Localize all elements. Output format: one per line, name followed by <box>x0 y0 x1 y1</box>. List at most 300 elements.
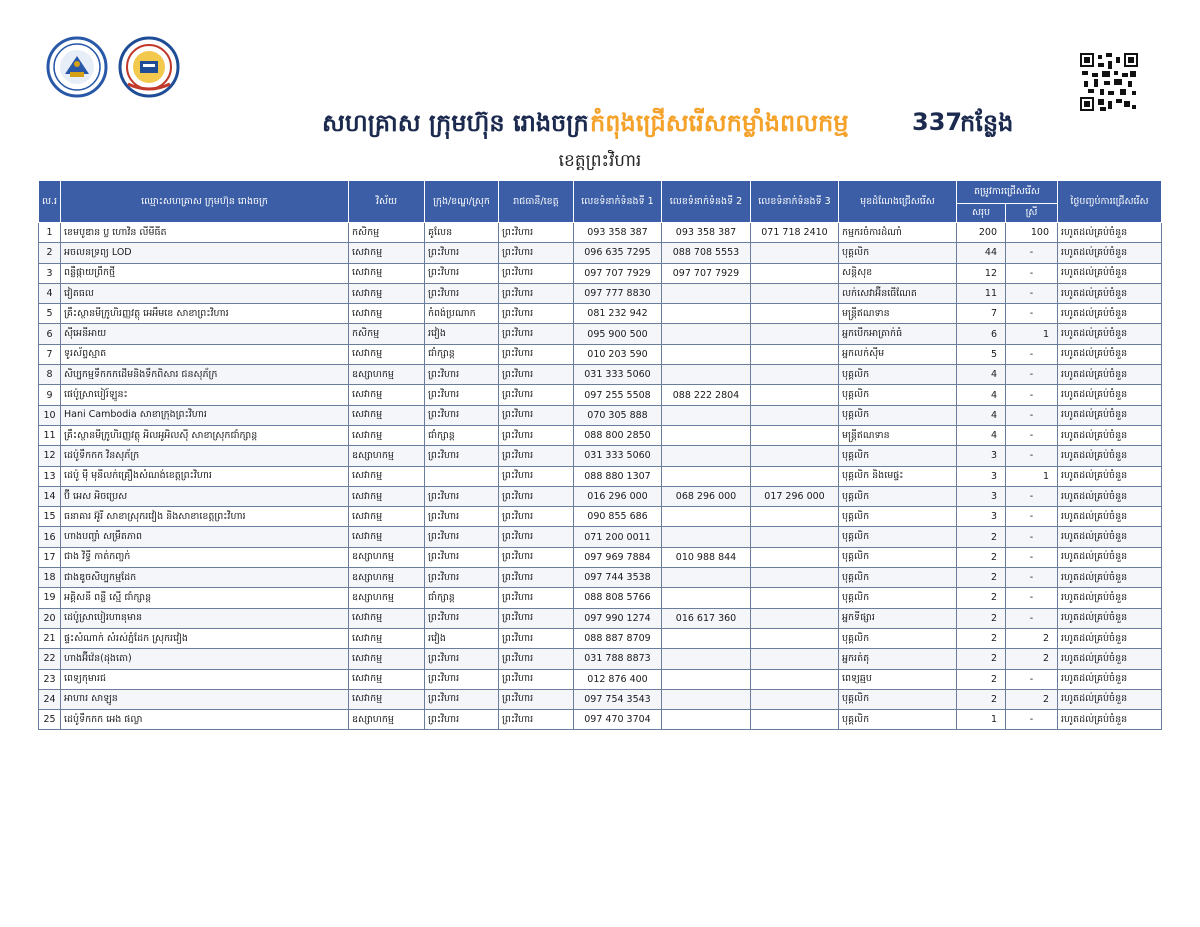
cell-position: បុគ្គលិក <box>839 568 957 588</box>
cell-sector: សេវាកម្ម <box>349 425 425 445</box>
col-header-phone2: លេខទំនាក់ទំនងទី 2 <box>662 181 751 223</box>
cell-total: 4 <box>957 385 1006 405</box>
cell-deadline: រហូតដល់គ្រប់ចំនួន <box>1058 689 1162 709</box>
cell-district: ព្រះវិហារ <box>425 669 499 689</box>
cell-position: អ្នករត់តុ <box>839 649 957 669</box>
cell-total: 12 <box>957 263 1006 283</box>
cell-district: ព្រះវិហារ <box>425 710 499 730</box>
cell-phone1: 071 200 0011 <box>574 527 662 547</box>
cell-female: 2 <box>1006 628 1058 648</box>
cell-position: អ្នកបើកអាត្រាក់ធំ <box>839 324 957 344</box>
table-row <box>39 425 1162 445</box>
cell-province: ព្រះវិហារ <box>499 689 574 709</box>
table-row <box>39 547 1162 567</box>
cell-no: 21 <box>39 628 61 648</box>
cell-female: 1 <box>1006 324 1058 344</box>
cell-total: 200 <box>957 223 1006 243</box>
qr-code-icon[interactable] <box>1080 53 1138 111</box>
cell-female: - <box>1006 263 1058 283</box>
cell-phone2 <box>662 588 751 608</box>
cell-province: ព្រះវិហារ <box>499 507 574 527</box>
col-header-province: រាជធានី/ខេត្ត <box>499 181 574 223</box>
table-row <box>39 263 1162 283</box>
table-row <box>39 446 1162 466</box>
cell-deadline: រហូតដល់គ្រប់ចំនួន <box>1058 466 1162 486</box>
col-header-need-group: តម្រូវការជ្រើសរើស <box>957 181 1058 204</box>
title-vacancy-unit: កន្លែង <box>960 109 1014 137</box>
table-row <box>39 283 1162 303</box>
cell-phone2 <box>662 405 751 425</box>
header-logos <box>46 36 180 98</box>
cell-phone1: 031 788 8873 <box>574 649 662 669</box>
cell-position: បុគ្គលិក <box>839 507 957 527</box>
cell-female: - <box>1006 243 1058 263</box>
cell-female: - <box>1006 283 1058 303</box>
cell-deadline: រហូតដល់គ្រប់ចំនួន <box>1058 344 1162 364</box>
cell-name: ពេទ្យកុមារជ <box>61 669 349 689</box>
cell-no: 6 <box>39 324 61 344</box>
col-header-district: ក្រុង/ខណ្ឌ/ស្រុក <box>425 181 499 223</box>
cell-sector: សេវាកម្ម <box>349 527 425 547</box>
cell-phone2 <box>662 304 751 324</box>
cell-phone2 <box>662 669 751 689</box>
col-header-phone1: លេខទំនាក់ទំនងទី 1 <box>574 181 662 223</box>
cell-district <box>425 466 499 486</box>
cell-phone1: 090 855 686 <box>574 507 662 527</box>
cell-province: ព្រះវិហារ <box>499 649 574 669</box>
cell-no: 8 <box>39 365 61 385</box>
cell-phone1: 088 880 1307 <box>574 466 662 486</box>
cell-phone2: 097 707 7929 <box>662 263 751 283</box>
cell-phone2 <box>662 649 751 669</box>
cell-sector: សេវាកម្ម <box>349 486 425 506</box>
ministry-seal-logo <box>46 36 108 98</box>
cell-sector: សេវាកម្ម <box>349 507 425 527</box>
cell-district: ជាំក្សាន្ត <box>425 588 499 608</box>
cell-female: - <box>1006 446 1058 466</box>
cell-district: ព្រះវិហារ <box>425 486 499 506</box>
cell-phone1: 016 296 000 <box>574 486 662 506</box>
cell-phone2 <box>662 365 751 385</box>
col-header-sector: វិស័យ <box>349 181 425 223</box>
cell-phone1: 097 255 5508 <box>574 385 662 405</box>
cell-total: 11 <box>957 283 1006 303</box>
cell-total: 2 <box>957 689 1006 709</box>
cell-name: អចលនទ្រព្យ LOD <box>61 243 349 263</box>
cell-district: ព្រះវិហារ <box>425 405 499 425</box>
cell-female: - <box>1006 344 1058 364</box>
cell-no: 15 <box>39 507 61 527</box>
title-vacancy-count: 337 <box>912 108 963 136</box>
cell-female: 1 <box>1006 466 1058 486</box>
cell-phone1: 010 203 590 <box>574 344 662 364</box>
cell-total: 2 <box>957 649 1006 669</box>
cell-phone1: 031 333 5060 <box>574 446 662 466</box>
cell-position: បុគ្គលិក <box>839 243 957 263</box>
cell-deadline: រហូតដល់គ្រប់ចំនួន <box>1058 568 1162 588</box>
cell-district: ព្រះវិហារ <box>425 507 499 527</box>
cell-phone1: 088 800 2850 <box>574 425 662 445</box>
cell-female: - <box>1006 304 1058 324</box>
cell-deadline: រហូតដល់គ្រប់ចំនួន <box>1058 710 1162 730</box>
cell-name: ពន្លឺផ្កាយព្រឹកថ្មី <box>61 263 349 283</box>
cell-deadline: រហូតដល់គ្រប់ចំនួន <box>1058 283 1162 303</box>
cell-no: 20 <box>39 608 61 628</box>
cell-position: បុគ្គលិក <box>839 365 957 385</box>
col-header-female: ស្រី <box>1006 204 1058 223</box>
cell-sector: សេវាកម្ម <box>349 385 425 405</box>
cell-phone1: 095 900 500 <box>574 324 662 344</box>
cell-deadline: រហូតដល់គ្រប់ចំនួន <box>1058 608 1162 628</box>
cell-deadline: រហូតដល់គ្រប់ចំនួន <box>1058 243 1162 263</box>
cell-total: 3 <box>957 486 1006 506</box>
cell-district: ជាំក្សាន្ត <box>425 344 499 364</box>
cell-no: 24 <box>39 689 61 709</box>
cell-province: ព្រះវិហារ <box>499 608 574 628</box>
cell-name: ហាងបញ្ចាំ សម្រឹតភាព <box>61 527 349 547</box>
cell-position: បុគ្គលិក <box>839 527 957 547</box>
cell-phone3 <box>751 365 839 385</box>
cell-name: ដេប៉ូស្រាបៀរហានុមាន <box>61 608 349 628</box>
cell-deadline: រហូតដល់គ្រប់ចំនួន <box>1058 223 1162 243</box>
cell-phone3 <box>751 385 839 405</box>
cell-sector: សេវាកម្ម <box>349 669 425 689</box>
cell-deadline: រហូតដល់គ្រប់ចំនួន <box>1058 547 1162 567</box>
cell-phone3 <box>751 243 839 263</box>
cell-no: 18 <box>39 568 61 588</box>
cell-sector: សេវាកម្ម <box>349 689 425 709</box>
cell-district: ព្រះវិហារ <box>425 649 499 669</box>
cell-name: ផ្ទះសំណាក់ សំរស់ភ្នំដែក ស្រុករវៀង <box>61 628 349 648</box>
cell-province: ព្រះវិហារ <box>499 527 574 547</box>
table-row <box>39 568 1162 588</box>
cell-position: អ្នកលក់ស៊ីម <box>839 344 957 364</box>
cell-name: វៀតធល <box>61 283 349 303</box>
cell-province: ព្រះវិហារ <box>499 628 574 648</box>
cell-sector: សេវាកម្ម <box>349 466 425 486</box>
cell-no: 13 <box>39 466 61 486</box>
cell-no: 12 <box>39 446 61 466</box>
cell-phone3 <box>751 324 839 344</box>
cell-province: ព្រះវិហារ <box>499 324 574 344</box>
cell-total: 3 <box>957 507 1006 527</box>
cell-female: - <box>1006 405 1058 425</box>
table-row <box>39 466 1162 486</box>
cell-deadline: រហូតដល់គ្រប់ចំនួន <box>1058 385 1162 405</box>
cell-female: - <box>1006 669 1058 689</box>
cell-name: ទូរស័ព្ទស្មាត <box>61 344 349 364</box>
cell-name: ខេមបូឌាន ប្ល ហោវិន លីមីធីត <box>61 223 349 243</box>
cell-phone2 <box>662 466 751 486</box>
cell-phone2: 010 988 844 <box>662 547 751 567</box>
cell-position: ពេទ្យឆ្មប <box>839 669 957 689</box>
cell-phone2 <box>662 283 751 303</box>
cell-position: បុគ្គលិក <box>839 385 957 405</box>
cell-total: 2 <box>957 527 1006 547</box>
cell-no: 5 <box>39 304 61 324</box>
table-row <box>39 710 1162 730</box>
cell-sector: ឧស្សាហកម្ម <box>349 446 425 466</box>
cell-no: 1 <box>39 223 61 243</box>
cell-phone3 <box>751 507 839 527</box>
cell-position: បុគ្គលិក <box>839 689 957 709</box>
cell-sector: សេវាកម្ម <box>349 649 425 669</box>
cell-total: 2 <box>957 568 1006 588</box>
cell-phone3: 071 718 2410 <box>751 223 839 243</box>
col-header-phone3: លេខទំនាក់ទំនងទី 3 <box>751 181 839 223</box>
cell-phone2: 088 708 5553 <box>662 243 751 263</box>
cell-phone2 <box>662 507 751 527</box>
table-row <box>39 669 1162 689</box>
cell-phone1: 097 707 7929 <box>574 263 662 283</box>
cell-phone1: 088 808 5766 <box>574 588 662 608</box>
cell-sector: សេវាកម្ម <box>349 263 425 283</box>
cell-province: ព្រះវិហារ <box>499 385 574 405</box>
cell-phone1: 093 358 387 <box>574 223 662 243</box>
cell-deadline: រហូតដល់គ្រប់ចំនួន <box>1058 365 1162 385</box>
cell-province: ព្រះវិហារ <box>499 710 574 730</box>
cell-name: គ្រឹះស្ថានមីក្រូហិរញ្ញវត្ថុ អិលអូអិលស៊ី សាខាស្រុកជាំក្សាន្ត <box>61 425 349 445</box>
cell-no: 25 <box>39 710 61 730</box>
cell-phone3 <box>751 628 839 648</box>
cell-total: 1 <box>957 710 1006 730</box>
cell-sector: សេវាកម្ម <box>349 344 425 364</box>
cell-phone1: 081 232 942 <box>574 304 662 324</box>
cell-female: - <box>1006 547 1058 567</box>
cell-deadline: រហូតដល់គ្រប់ចំនួន <box>1058 425 1162 445</box>
cell-phone2 <box>662 628 751 648</box>
cell-no: 7 <box>39 344 61 364</box>
cell-female: - <box>1006 588 1058 608</box>
cell-phone3 <box>751 588 839 608</box>
cell-position: បុគ្គលិក <box>839 405 957 425</box>
cell-phone2 <box>662 527 751 547</box>
cell-phone1: 097 470 3704 <box>574 710 662 730</box>
cell-deadline: រហូតដល់គ្រប់ចំនួន <box>1058 263 1162 283</box>
cell-no: 14 <box>39 486 61 506</box>
cell-deadline: រហូតដល់គ្រប់ចំនួន <box>1058 507 1162 527</box>
table-row <box>39 628 1162 648</box>
cell-district: ព្រះវិហារ <box>425 243 499 263</box>
cell-phone3 <box>751 669 839 689</box>
nea-seal-logo <box>118 36 180 98</box>
cell-phone3 <box>751 710 839 730</box>
cell-female: - <box>1006 710 1058 730</box>
cell-female: - <box>1006 568 1058 588</box>
page-title <box>0 104 1200 144</box>
cell-no: 3 <box>39 263 61 283</box>
cell-total: 2 <box>957 669 1006 689</box>
cell-position: អ្នកទីផ្សារ <box>839 608 957 628</box>
cell-position: បុគ្គលិក <box>839 486 957 506</box>
cell-phone2: 068 296 000 <box>662 486 751 506</box>
cell-phone3 <box>751 466 839 486</box>
cell-name: Hani Cambodia សាខាក្រុងព្រះវិហារ <box>61 405 349 425</box>
title-recruiting: កំពុងជ្រើសរើសកម្លាំងពលកម្ម <box>590 109 849 137</box>
cell-district: រវៀង <box>425 628 499 648</box>
cell-total: 4 <box>957 365 1006 385</box>
cell-position: កម្មករចំការដំណាំ <box>839 223 957 243</box>
cell-no: 2 <box>39 243 61 263</box>
cell-phone3 <box>751 425 839 445</box>
cell-phone2 <box>662 324 751 344</box>
title-enterprises: សហគ្រាស ក្រុមហ៊ុន រោងចក្រ <box>322 109 589 137</box>
cell-name: ដេប៉ូទឹកកក វិនសុភ័ក្រ <box>61 446 349 466</box>
table-row <box>39 324 1162 344</box>
cell-female: 2 <box>1006 649 1058 669</box>
col-header-position: មុខដំណែងជ្រើសរើស <box>839 181 957 223</box>
table-row <box>39 385 1162 405</box>
table-row <box>39 608 1162 628</box>
cell-female: 2 <box>1006 689 1058 709</box>
cell-deadline: រហូតដល់គ្រប់ចំនួន <box>1058 324 1162 344</box>
cell-no: 17 <box>39 547 61 567</box>
cell-position: មន្ត្រីឥណទាន <box>839 304 957 324</box>
cell-no: 16 <box>39 527 61 547</box>
cell-position: មន្ត្រីឥណទាន <box>839 425 957 445</box>
cell-district: ព្រះវិហារ <box>425 547 499 567</box>
cell-district: ព្រះវិហារ <box>425 568 499 588</box>
cell-district: ព្រះវិហារ <box>425 283 499 303</box>
cell-deadline: រហូតដល់គ្រប់ចំនួន <box>1058 649 1162 669</box>
cell-deadline: រហូតដល់គ្រប់ចំនួន <box>1058 588 1162 608</box>
col-header-no: ល.រ <box>39 181 61 223</box>
cell-province: ព្រះវិហារ <box>499 568 574 588</box>
cell-name: ដេប៉ូ មុី មុនីលក់គ្រឿងសំណង់ខេត្តព្រះវិហារ <box>61 466 349 486</box>
cell-district: គូលែន <box>425 223 499 243</box>
cell-total: 3 <box>957 466 1006 486</box>
table-row <box>39 304 1162 324</box>
cell-name: ជាងឌូចសិប្បកម្មដែក <box>61 568 349 588</box>
col-header-name: ឈ្មោះសហគ្រាស ក្រុមហ៊ុន រោងចក្រ <box>61 181 349 223</box>
cell-province: ព្រះវិហារ <box>499 547 574 567</box>
cell-name: ប៊ី អេស អិចប្រេស <box>61 486 349 506</box>
cell-phone2 <box>662 710 751 730</box>
cell-total: 2 <box>957 547 1006 567</box>
cell-female: - <box>1006 425 1058 445</box>
cell-phone1: 088 887 8709 <box>574 628 662 648</box>
col-header-total: សរុប <box>957 204 1006 223</box>
cell-position: លក់សេវាអ៊ីនធើណែត <box>839 283 957 303</box>
cell-phone3 <box>751 446 839 466</box>
table-row <box>39 223 1162 243</box>
cell-sector: ឧស្សាហកម្ម <box>349 547 425 567</box>
cell-district: ព្រះវិហារ <box>425 365 499 385</box>
cell-phone3 <box>751 405 839 425</box>
cell-total: 2 <box>957 608 1006 628</box>
cell-name: ជាង វិទ្ធី កាត់កញ្ចក់ <box>61 547 349 567</box>
cell-phone2 <box>662 344 751 364</box>
cell-phone1: 070 305 888 <box>574 405 662 425</box>
cell-total: 4 <box>957 405 1006 425</box>
cell-name: អគ្គិសនី ពន្លឺ ស្មើ ជាំក្សាន្ត <box>61 588 349 608</box>
cell-position: បុគ្គលិក <box>839 446 957 466</box>
cell-district: ព្រះវិហារ <box>425 263 499 283</box>
cell-province: ព្រះវិហារ <box>499 304 574 324</box>
cell-phone3 <box>751 283 839 303</box>
cell-phone2: 016 617 360 <box>662 608 751 628</box>
table-row <box>39 588 1162 608</box>
table-row <box>39 507 1162 527</box>
cell-total: 3 <box>957 446 1006 466</box>
cell-deadline: រហូតដល់គ្រប់ចំនួន <box>1058 527 1162 547</box>
cell-phone3 <box>751 344 839 364</box>
cell-phone1: 031 333 5060 <box>574 365 662 385</box>
cell-deadline: រហូតដល់គ្រប់ចំនួន <box>1058 446 1162 466</box>
cell-province: ព្រះវិហារ <box>499 263 574 283</box>
cell-phone3: 017 296 000 <box>751 486 839 506</box>
cell-sector: កសិកម្ម <box>349 324 425 344</box>
cell-no: 4 <box>39 283 61 303</box>
cell-phone1: 097 990 1274 <box>574 608 662 628</box>
cell-phone2: 093 358 387 <box>662 223 751 243</box>
cell-province: ព្រះវិហារ <box>499 243 574 263</box>
cell-district: ព្រះវិហារ <box>425 527 499 547</box>
cell-total: 2 <box>957 588 1006 608</box>
cell-deadline: រហូតដល់គ្រប់ចំនួន <box>1058 405 1162 425</box>
cell-province: ព្រះវិហារ <box>499 223 574 243</box>
cell-sector: ឧស្សាហកម្ម <box>349 588 425 608</box>
cell-sector: សេវាកម្ម <box>349 608 425 628</box>
cell-total: 2 <box>957 628 1006 648</box>
cell-name: ស៊ីអេនីអាយ <box>61 324 349 344</box>
cell-female: - <box>1006 365 1058 385</box>
cell-phone2 <box>662 425 751 445</box>
cell-female: 100 <box>1006 223 1058 243</box>
table-row <box>39 344 1162 364</box>
cell-district: ព្រះវិហារ <box>425 446 499 466</box>
cell-sector: សេវាកម្ម <box>349 283 425 303</box>
cell-position: សន្តិសុខ <box>839 263 957 283</box>
cell-sector: សេវាកម្ម <box>349 304 425 324</box>
job-vacancy-table <box>38 180 1162 730</box>
cell-deadline: រហូតដល់គ្រប់ចំនួន <box>1058 669 1162 689</box>
cell-female: - <box>1006 507 1058 527</box>
cell-total: 44 <box>957 243 1006 263</box>
cell-no: 11 <box>39 425 61 445</box>
cell-district: ព្រះវិហារ <box>425 385 499 405</box>
cell-name: ហាងអ៊ីវ៉េន(ដុងតោ) <box>61 649 349 669</box>
cell-phone1: 097 754 3543 <box>574 689 662 709</box>
cell-total: 5 <box>957 344 1006 364</box>
cell-district: ជាំក្សាន្ត <box>425 425 499 445</box>
cell-province: ព្រះវិហារ <box>499 669 574 689</box>
cell-phone1: 096 635 7295 <box>574 243 662 263</box>
cell-female: - <box>1006 608 1058 628</box>
cell-phone3 <box>751 263 839 283</box>
cell-phone3 <box>751 649 839 669</box>
cell-phone3 <box>751 527 839 547</box>
cell-phone1: 012 876 400 <box>574 669 662 689</box>
cell-phone3 <box>751 547 839 567</box>
cell-no: 22 <box>39 649 61 669</box>
cell-position: បុគ្គលិក <box>839 628 957 648</box>
cell-province: ព្រះវិហារ <box>499 486 574 506</box>
table-row <box>39 365 1162 385</box>
cell-no: 19 <box>39 588 61 608</box>
cell-sector: សេវាកម្ម <box>349 405 425 425</box>
cell-province: ព្រះវិហារ <box>499 344 574 364</box>
table-row <box>39 527 1162 547</box>
cell-no: 23 <box>39 669 61 689</box>
cell-phone2 <box>662 689 751 709</box>
cell-name: ផេប៉ូស្រាបៀរ៍ឡូនះ <box>61 385 349 405</box>
table-row <box>39 649 1162 669</box>
cell-phone3 <box>751 608 839 628</box>
cell-phone1: 097 744 3538 <box>574 568 662 588</box>
table-row <box>39 689 1162 709</box>
cell-position: បុគ្គលិក <box>839 588 957 608</box>
